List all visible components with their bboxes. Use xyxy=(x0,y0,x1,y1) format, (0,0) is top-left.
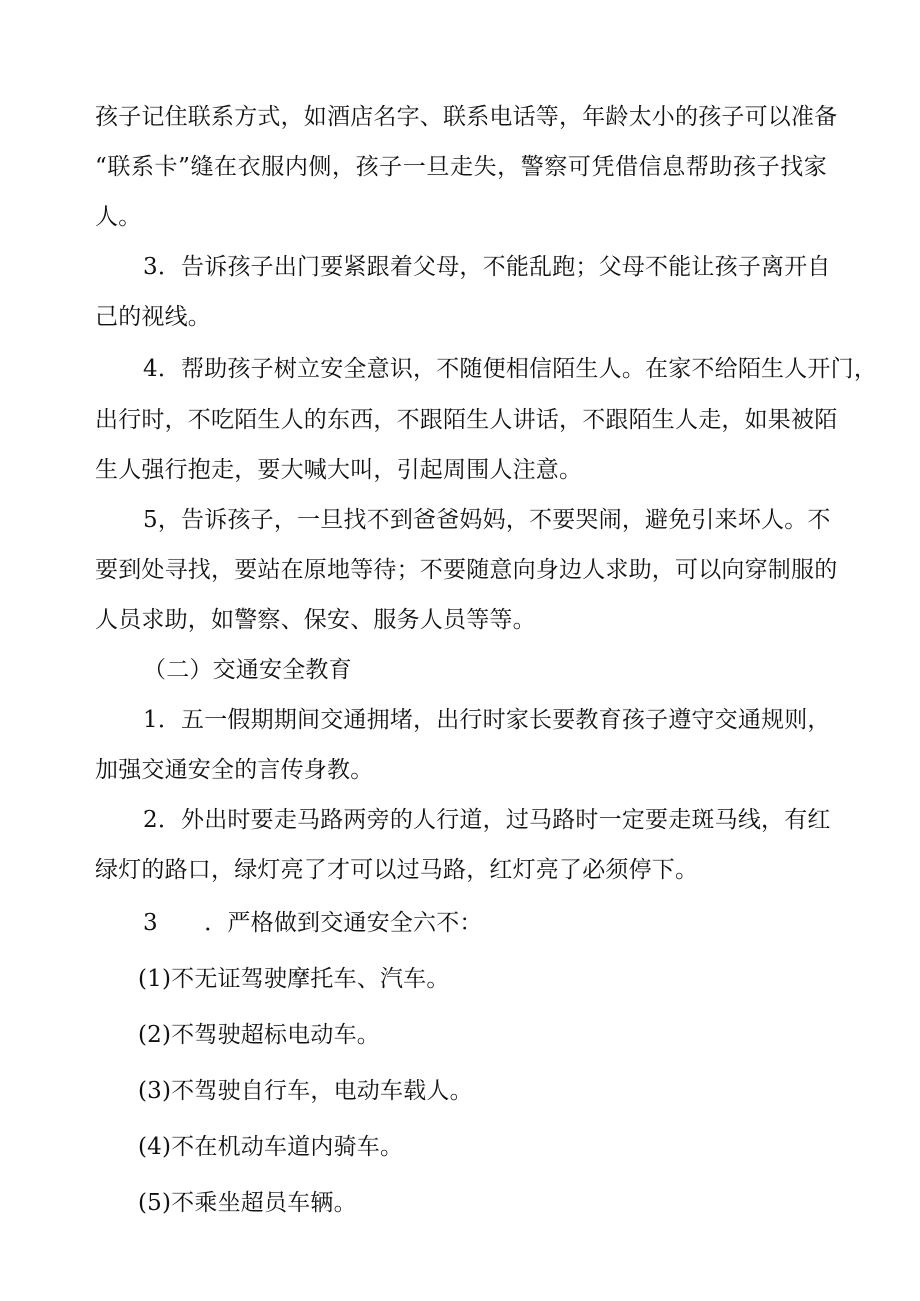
list-item: (3)不驾驶自行车，电动车载人。 xyxy=(138,1078,473,1104)
paragraph-line: 人。 xyxy=(95,204,142,230)
list-item: (5)不乘坐超员车辆。 xyxy=(138,1190,357,1216)
paragraph-line: “联系卡”缝在衣服内侧，孩子一旦走失，警察可凭借信息帮助孩子找家 xyxy=(95,154,827,180)
list-item: (1)不无证驾驶摩托车、汽车。 xyxy=(138,966,450,992)
paragraph-line: 绿灯的路口，绿灯亮了才可以过马路，红灯亮了必须停下。 xyxy=(95,857,699,883)
paragraph-line: 3 ．严格做到交通安全六不： xyxy=(143,910,483,936)
paragraph-line: 出行时，不吃陌生人的东西，不跟陌生人讲话，不跟陌生人走，如果被陌 xyxy=(95,407,838,433)
paragraph-line: 生人强行抱走，要大喊大叫，引起周围人注意。 xyxy=(95,457,583,483)
paragraph-line: 1．五一假期期间交通拥堵，出行时家长要教育孩子遵守交通规则， xyxy=(143,707,831,733)
paragraph-line: 3．告诉孩子出门要紧跟着父母，不能乱跑；父母不能让孩子离开自 xyxy=(143,254,831,280)
paragraph-line: 5，告诉孩子，一旦找不到爸爸妈妈，不要哭闹，避免引来坏人。不 xyxy=(143,507,831,533)
paragraph-line: 孩子记住联系方式，如酒店名字、联系电话等，年龄太小的孩子可以准备 xyxy=(95,104,838,130)
paragraph-line: 要到处寻找，要站在原地等待；不要随意向身边人求助，可以向穿制服的 xyxy=(95,557,838,583)
paragraph-line: 己的视线。 xyxy=(95,304,211,330)
paragraph-line: 加强交通安全的言传身教。 xyxy=(95,757,374,783)
paragraph-line: 人员求助，如警察、保安、服务人员等等。 xyxy=(95,607,536,633)
section-heading: （二）交通安全教育 xyxy=(143,657,352,683)
list-item: (4)不在机动车道内骑车。 xyxy=(138,1134,404,1160)
list-item: (2)不驾驶超标电动车。 xyxy=(138,1022,380,1048)
paragraph-line: 2．外出时要走马路两旁的人行道，过马路时一定要走斑马线，有红 xyxy=(143,807,831,833)
paragraph-line: 4．帮助孩子树立安全意识，不随便相信陌生人。在家不给陌生人开门， xyxy=(143,356,878,382)
